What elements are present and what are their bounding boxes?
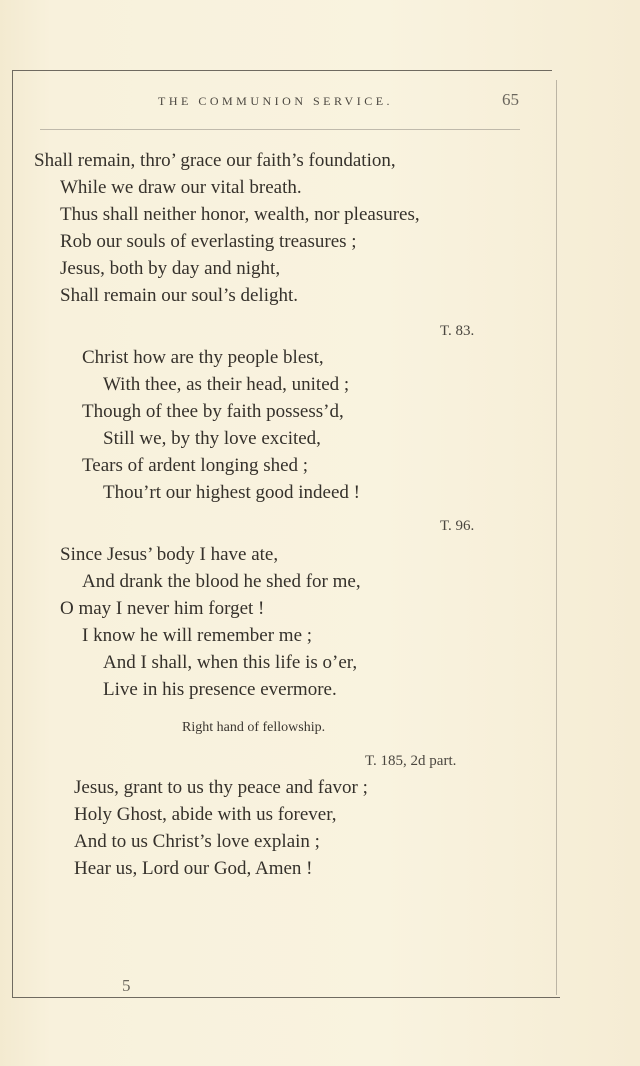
header-rule: [40, 129, 520, 130]
verse-line: Rob our souls of everlasting treasures ;: [60, 231, 357, 252]
verse-line: Holy Ghost, abide with us forever,: [74, 804, 337, 825]
verse-line: Still we, by thy love excited,: [103, 428, 321, 449]
verse-line: Christ how are thy people blest,: [82, 347, 324, 368]
verse-line: And drank the blood he shed for me,: [82, 571, 361, 592]
verse-line: While we draw our vital breath.: [60, 177, 302, 198]
page-border-left: [12, 70, 13, 998]
page-border-top: [12, 70, 552, 71]
verse-line: With thee, as their head, united ;: [103, 374, 350, 395]
verse-line: Tears of ardent longing shed ;: [82, 455, 309, 476]
tune-number: T. 83.: [440, 323, 475, 339]
verse-line: Thus shall neither honor, wealth, nor pleasures,: [60, 204, 420, 225]
tune-number: T. 96.: [440, 518, 475, 534]
verse-line: Thou’rt our highest good indeed !: [103, 482, 360, 503]
verse-line: Jesus, both by day and night,: [60, 258, 281, 279]
verse-line: Shall remain, thro’ grace our faith’s foundation,: [34, 150, 396, 171]
verse-line: Shall remain our soul’s delight.: [60, 285, 299, 306]
section-caption: Right hand of fellowship.: [182, 720, 326, 735]
signature-mark: 5: [122, 976, 131, 995]
verse-line: Though of thee by faith possess’d,: [82, 401, 344, 422]
verse-line: Live in his presence evermore.: [103, 679, 337, 700]
running-head: THE COMMUNION SERVICE.: [158, 94, 394, 108]
verse-line: Jesus, grant to us thy peace and favor ;: [74, 777, 368, 798]
page-number: 65: [502, 90, 519, 109]
verse-line: And to us Christ’s love explain ;: [74, 831, 320, 852]
verse-line: I know he will remember me ;: [82, 625, 313, 646]
verse-line: O may I never him forget !: [60, 598, 265, 619]
page-border-bottom: [12, 997, 560, 998]
verse-line: Hear us, Lord our God, Amen !: [74, 858, 313, 879]
page-border-right: [556, 80, 557, 995]
tune-number: T. 185, 2d part.: [365, 753, 457, 769]
verse-line: Since Jesus’ body I have ate,: [60, 544, 279, 565]
verse-line: And I shall, when this life is o’er,: [103, 652, 358, 673]
